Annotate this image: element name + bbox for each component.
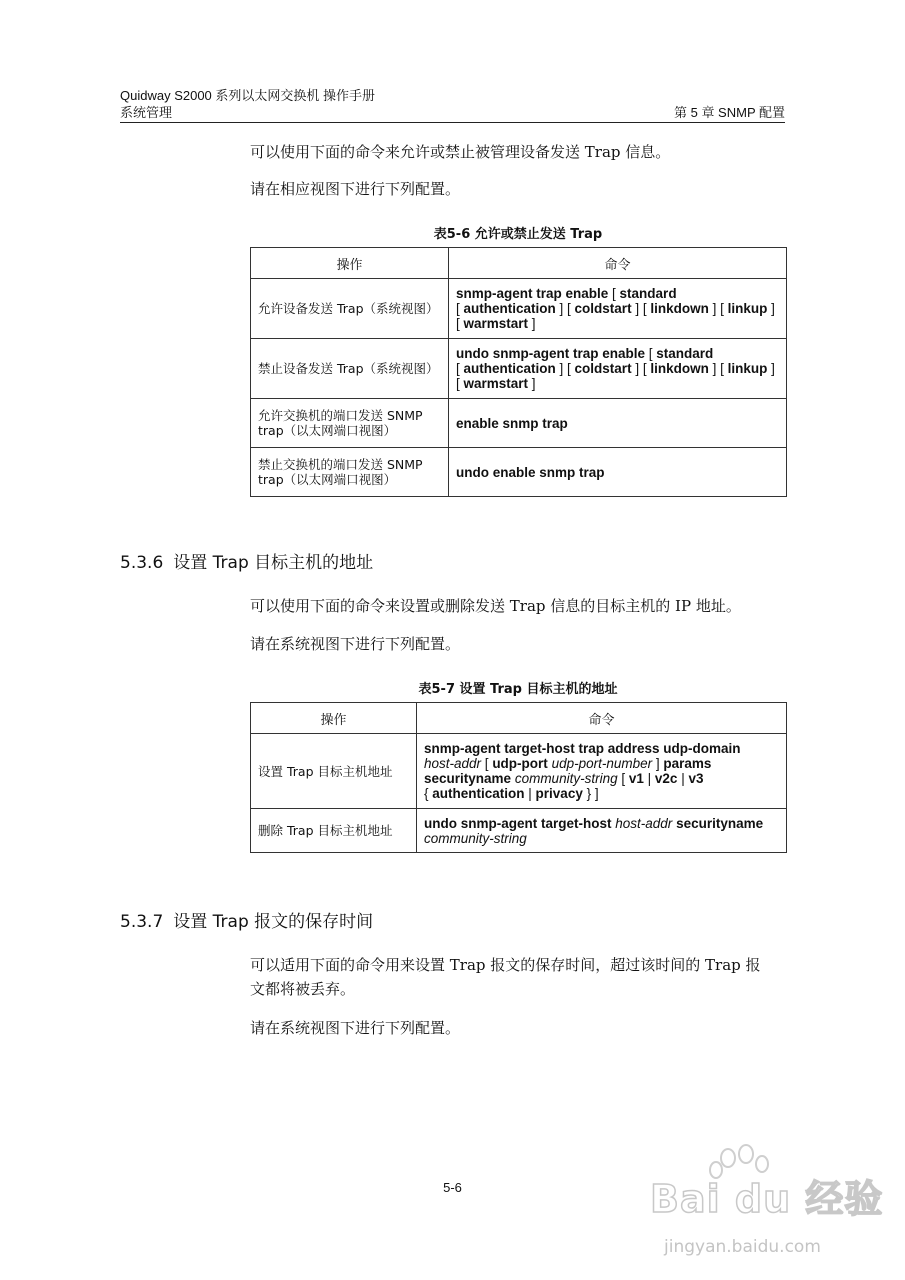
- cmd-keyword: linkdown: [650, 301, 709, 316]
- section-heading-5-3-7: [120, 907, 373, 932]
- section-title: 设置 Trap 目标主机的地址: [173, 553, 374, 573]
- watermark-brand: Bai du 经验: [650, 1177, 884, 1221]
- table-row: [251, 339, 787, 399]
- col-header-operation: 操作: [251, 248, 449, 279]
- cmd-keyword: params: [663, 756, 712, 771]
- col-header-operation: 操作: [251, 703, 417, 734]
- op-cell: 允许交换机的端口发送 SNMP trap（以太网端口视图）: [251, 399, 449, 448]
- cmd-keyword: coldstart: [574, 301, 632, 316]
- cmd-keyword: authentication: [463, 301, 556, 316]
- table2-caption: 表5-7 设置 Trap 目标主机的地址: [418, 682, 618, 697]
- page-number: 5-6: [443, 1180, 462, 1195]
- header-section: 系统管理: [120, 105, 173, 120]
- table-target-host: [250, 702, 787, 853]
- cmd-keyword: udp-port: [492, 756, 548, 771]
- sec537-paragraph-2: 请在系统视图下进行下列配置。: [250, 1019, 461, 1037]
- col-header-command: 命令: [417, 703, 787, 734]
- cmd-keyword: enable snmp trap: [456, 415, 568, 431]
- header-sub: [120, 105, 785, 121]
- cmd-keyword: linkup: [727, 361, 768, 376]
- table-header-row: [251, 703, 787, 734]
- cmd-keyword: securityname: [424, 771, 512, 786]
- table-row: [251, 734, 787, 809]
- paragraph-line: 可以适用下面的命令用来设置 Trap 报文的保存时间，超过该时间的 Trap 报: [250, 956, 761, 974]
- cmd-cell: snmp-agent target-host trap address udp-domain host-addr [ udp-port udp-port-number ] params securityname community-string [ v1 | v2c | v3 { authentication | privacy } ]: [417, 734, 787, 809]
- cmd-argument: community-string: [424, 830, 527, 846]
- cmd-keyword: linkup: [727, 301, 768, 316]
- cmd-cell: [417, 809, 787, 853]
- intro-paragraph-2: 请在相应视图下进行下列配置。: [250, 180, 461, 198]
- op-cell: 设置 Trap 目标主机地址: [251, 734, 417, 809]
- intro-paragraph-1: 可以使用下面的命令来允许或禁止被管理设备发送 Trap 信息。: [250, 143, 671, 161]
- header-chapter: 第 5 章 SNMP 配置: [673, 105, 785, 120]
- watermark-url: jingyan.baidu.com: [664, 1237, 821, 1257]
- table-row: [251, 809, 787, 853]
- cmd-keyword: warmstart: [463, 376, 529, 391]
- cmd-keyword: standard: [619, 286, 677, 301]
- op-cell: 禁止交换机的端口发送 SNMP trap（以太网端口视图）: [251, 448, 449, 497]
- cmd-argument: udp-port-number: [551, 756, 653, 771]
- cmd-keyword: snmp-agent trap enable: [456, 286, 609, 301]
- col-header-command: 命令: [449, 248, 787, 279]
- cmd-keyword: authentication: [463, 361, 556, 376]
- table-header-row: [251, 248, 787, 279]
- cmd-keyword: authentication: [432, 786, 525, 801]
- table-trap-enable: [250, 247, 787, 497]
- table-row: [251, 279, 787, 339]
- op-cell: 禁止设备发送 Trap（系统视图）: [251, 339, 449, 399]
- cmd-argument: host-addr: [615, 815, 673, 831]
- cmd-keyword: coldstart: [574, 361, 632, 376]
- cmd-keyword: standard: [656, 346, 714, 361]
- cmd-cell: snmp-agent trap enable [ standard [ authentication ] [ coldstart ] [ linkdown ] [ linkup ] [ warmstart ]: [449, 279, 787, 339]
- section-heading-5-3-6: [120, 548, 373, 573]
- cmd-keyword: undo enable snmp trap: [456, 464, 605, 480]
- cmd-keyword: v1: [628, 771, 644, 786]
- paragraph-line: 文都将被丢弃。: [250, 980, 356, 998]
- cmd-cell: undo snmp-agent trap enable [ standard [ authentication ] [ coldstart ] [ linkdown ] [ linkup ] [ warmstart ]: [449, 339, 787, 399]
- sec536-paragraph-1: 可以使用下面的命令来设置或删除发送 Trap 信息的目标主机的 IP 地址。: [250, 597, 741, 615]
- cmd-keyword: privacy: [535, 786, 583, 801]
- table1-caption: 表5-6 允许或禁止发送 Trap: [433, 227, 603, 242]
- cmd-keyword: securityname: [676, 815, 764, 831]
- section-number: 5.3.6: [120, 553, 164, 573]
- cmd-keyword: v3: [688, 771, 704, 786]
- cmd-keyword: v2c: [654, 771, 678, 786]
- cmd-keyword: warmstart: [463, 316, 529, 331]
- section-title: 设置 Trap 报文的保存时间: [173, 912, 374, 932]
- cmd-argument: community-string: [514, 771, 618, 786]
- cmd-keyword: snmp-agent target-host trap address udp-domain: [424, 741, 741, 756]
- cmd-keyword: undo snmp-agent trap enable: [456, 346, 646, 361]
- table-row: [251, 399, 787, 448]
- header-divider: [120, 122, 785, 123]
- op-cell: 允许设备发送 Trap（系统视图）: [251, 279, 449, 339]
- sec537-paragraph-1: [250, 953, 786, 1001]
- sec536-paragraph-2: 请在系统视图下进行下列配置。: [250, 635, 461, 653]
- section-number: 5.3.7: [120, 912, 164, 932]
- cmd-cell: [449, 448, 787, 497]
- cmd-keyword: undo snmp-agent target-host: [424, 815, 612, 831]
- op-cell: 删除 Trap 目标主机地址: [251, 809, 417, 853]
- header-title: Quidway S2000 系列以太网交换机 操作手册: [120, 88, 376, 103]
- cmd-argument: host-addr: [424, 756, 482, 771]
- cmd-cell: [449, 399, 787, 448]
- cmd-keyword: linkdown: [650, 361, 709, 376]
- table-row: [251, 448, 787, 497]
